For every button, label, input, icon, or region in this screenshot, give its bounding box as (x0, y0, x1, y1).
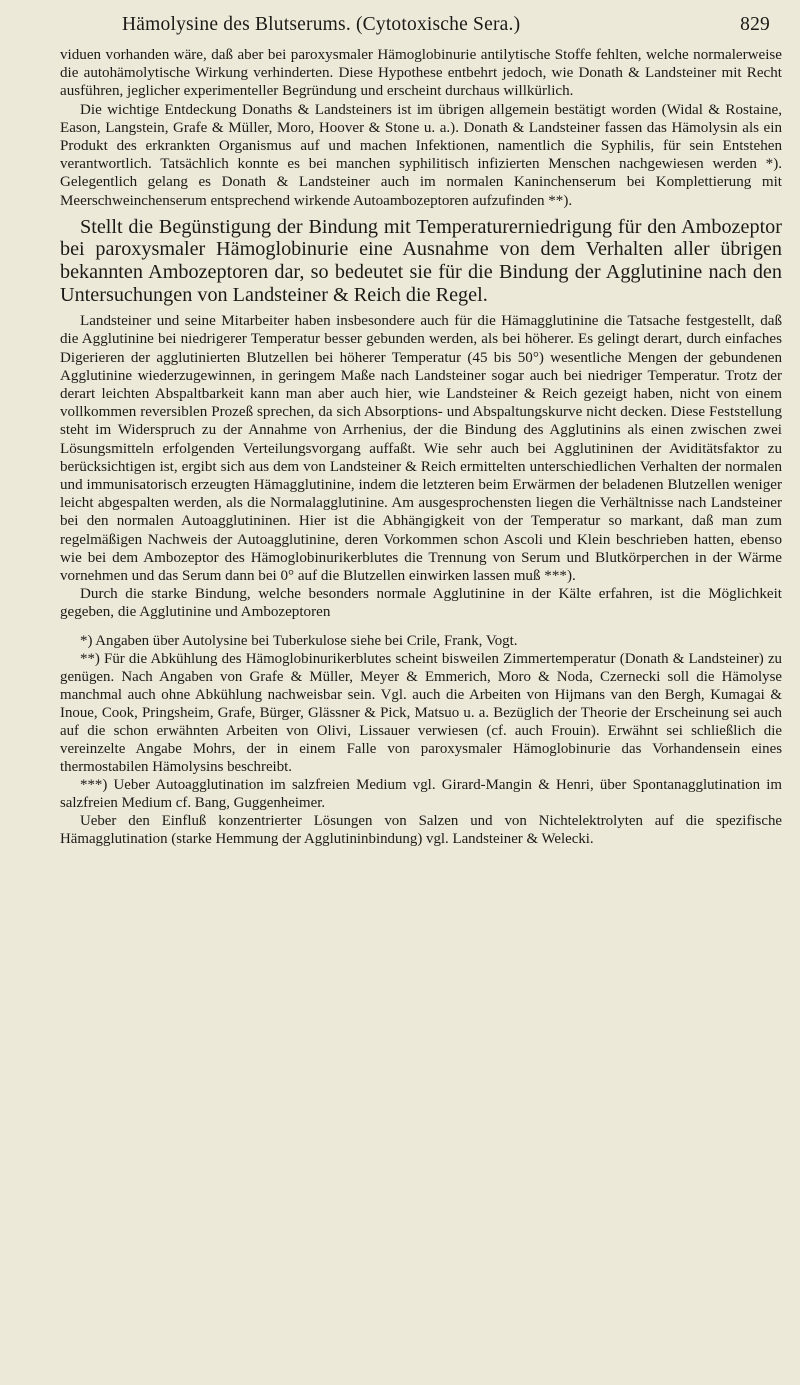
paragraph: Durch die starke Bindung, welche besonders normale Agglutinine in der Kälte erfahren, ist die Möglichkeit gegeben, die Agglutinine und Ambozeptoren (60, 586, 782, 621)
footnote: **) Für die Abkühlung des Hämoglobinurikerblutes scheint bisweilen Zimmertemperatur (Donath & Landsteiner) zu genügen. Nach Angaben von Grafe & Müller, Meyer & Emmerich, Moro & Noda, Czernecki soll die Hämolyse manchmal auch ohne Abkühlung nachweisbar sein. Vgl. auch die Arbeiten von Hijmans van den Bergh, Kumagai & Inoue, Cook, Pringsheim, Grafe, Bürger, Glässner & Pick, Matsuo u. a. Bezüglich der Theorie der Erscheinung sei auch auf die schon erwähnten Arbeiten von Olivi, Lissauer verwiesen (cf. auch Frouin). Erwähnt sei schließlich die vereinzelte Angabe Mohrs, der in einem Falle von paroxysmaler Hämoglobinurie das Vorhandensein eines thermostabilen Hämolysins beschreibt. (60, 650, 782, 775)
footnote: *) Angaben über Autolysine bei Tuberkulose siehe bei Crile, Frank, Vogt. (80, 632, 518, 649)
emphasized-paragraph: Stellt die Begünstigung der Bindung mit Temperaturerniedrigung für den Ambozeptor bei paroxysmaler Hämoglobinurie eine Ausnahme von dem Verhalten aller übrigen bekannten Ambozeptoren dar, so bedeutet sie für die Bindung der Agglutinine nach den Untersuchungen von Landsteiner & Reich die Regel. (60, 215, 782, 306)
running-header (60, 14, 770, 36)
paragraph: viduen vorhanden wäre, daß aber bei paroxysmaler Hämoglobinurie antilytische Stoffe fehlten, welche normalerweise die autohämolytische Wirkung verhinderten. Diese Hypothese entbehrt jedoch, wie Donath & Landsteiner mit Recht ausführen, jeglicher experimenteller Begründung und erscheint durchaus willkürlich. (60, 47, 782, 100)
page-number: 829 (740, 14, 770, 35)
main-text (60, 46, 782, 848)
running-title: Hämolysine des Blutserums. (Cytotoxische Sera.) (122, 14, 521, 35)
footnotes (60, 632, 782, 848)
footnote: Ueber den Einfluß konzentrierter Lösungen von Salzen und von Nichtelektrolyten auf die spezifische Hämagglutination (starke Hemmung der Agglutininbindung) vgl. Landsteiner & Welecki. (60, 812, 782, 847)
paragraph: Landsteiner und seine Mitarbeiter haben insbesondere auch für die Hämagglutinine die Tatsache festgestellt, daß die Agglutinine bei niedrigerer Temperatur besser gebunden werden, als bei höherer. Es gelingt derart, durch einfaches Digerieren der agglutinierten Blutzellen bei höherer Temperatur (45 bis 50°) wesentliche Mengen der gebundenen Agglutinine wiederzugewinnen, in geringem Maße nach Landsteiner sogar auch bei niedriger Temperatur. Trotz der derart leichten Abspaltbarkeit kann man aber auch hier, wie Landsteiner & Reich gezeigt haben, nicht von einem vollkommen reversiblen Prozeß sprechen, da sich Absorptions- und Abspaltungskurve nicht decken. Diese Feststellung steht im Widerspruch zu der Annahme von Arrhenius, der die Bindung des Agglutinins als einen zwischen zwei Lösungsmitteln erfolgenden Verteilungsvorgang auffaßt. Wie sehr auch bei Agglutininen der Aviditätsfaktor zu berücksichtigen ist, ergibt sich aus dem von Landsteiner & Reich ermittelten unterschiedlichen Verhalten der normalen und immunisatorisch erzeugten Hämagglutinine, indem die letzteren beim Erwärmen der beladenen Blutzellen weniger leicht abgespalten werden, als die Normalagglutinine. Am ausgesprochensten liegen die Verhältnisse nach Landsteiner bei den normalen Autoagglutininen. Hier ist die Abhängigkeit von der Temperatur so markant, daß man zum regelmäßigen Nachweis der Autoagglutinine, deren Vorkommen schon Ascoli und Klein beschrieben hatten, ebenso wie bei dem Ambozeptor des Hämoglobinurikerblutes die Trennung von Serum und Blutkörperchen in der Wärme vornehmen und das Serum dann bei 0° auf die Blutzellen einwirken lassen muß ***). (60, 313, 782, 585)
paragraph: Die wichtige Entdeckung Donaths & Landsteiners ist im übrigen allgemein bestätigt worden (Widal & Rostaine, Eason, Langstein, Grafe & Müller, Moro, Hoover & Stone u. a.). Donath & Landsteiner fassen das Hämolysin als ein Produkt des erkrankten Organismus auf und machen Infektionen, namentlich die Syphilis, für sein Entstehen verantwortlich. Tatsächlich konnte es bei manchen syphilitisch infizierten Menschen nachgewiesen werden *). Gelegentlich gelang es Donath & Landsteiner auch im normalen Kaninchenserum bei Komplettierung mit Meerschweinchenserum entsprechend wirkende Autoambozeptoren aufzufinden **). (60, 101, 782, 209)
footnote: ***) Ueber Autoagglutination im salzfreien Medium vgl. Girard-Mangin & Henri, über Spontanagglutination im salzfreien Medium cf. Bang, Guggenheimer. (60, 776, 782, 811)
